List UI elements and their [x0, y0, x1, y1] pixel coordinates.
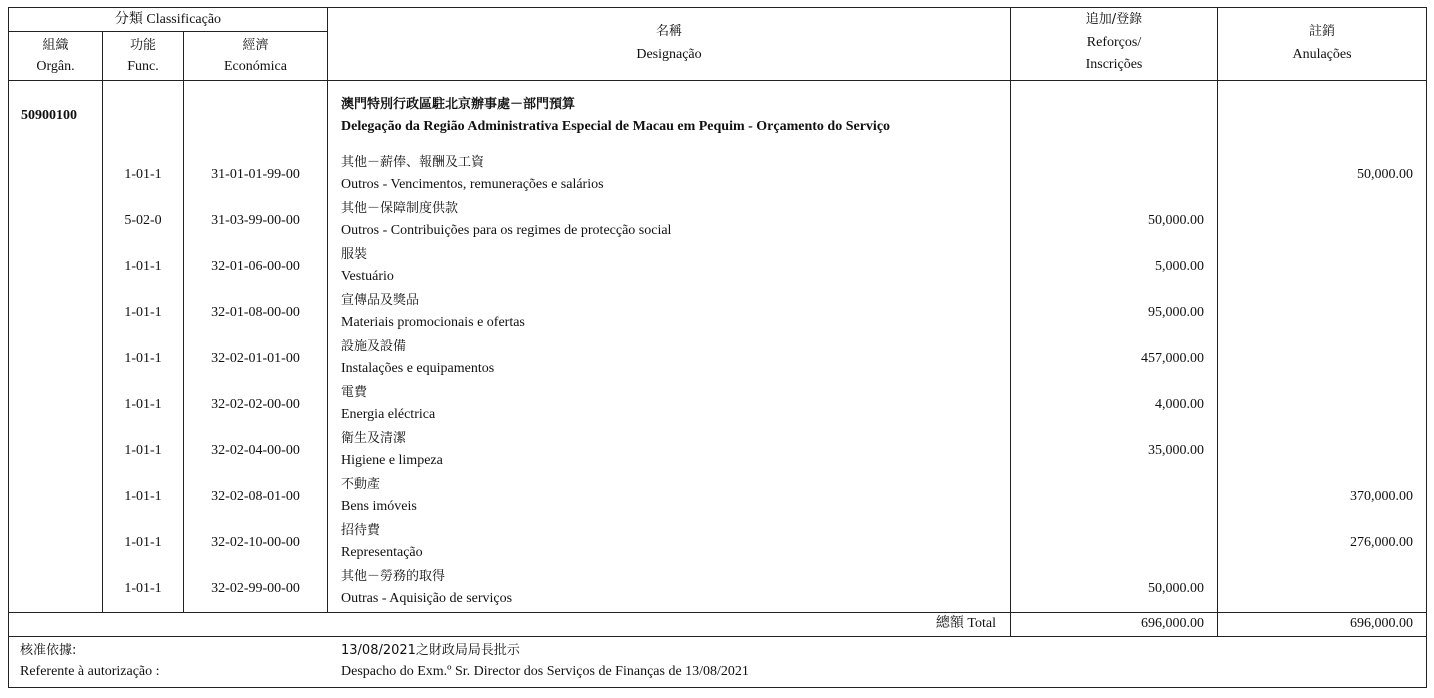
reinforce-header-pt-line2: Inscrições [1085, 57, 1143, 72]
basis-label-pt: Referente à autorização : [20, 664, 160, 679]
row-cancel: 50,000.00 [1357, 167, 1413, 182]
econ-header-pt: Económica [224, 59, 287, 74]
row-func: 1-01-1 [124, 443, 162, 458]
row-reinforce: 50,000.00 [1148, 581, 1204, 596]
total-bottom-rule [9, 636, 1426, 637]
econ-header-zh: 經濟 [242, 38, 269, 53]
row-designation-zh: 設施及設備 [341, 339, 407, 354]
row-func: 1-01-1 [124, 489, 162, 504]
total-reinforce: 696,000.00 [1141, 616, 1204, 631]
total-top-rule [9, 612, 1426, 613]
row-designation-pt: Vestuário [341, 269, 394, 284]
row-econ: 31-01-01-99-00 [211, 167, 300, 182]
row-designation-pt: Higiene e limpeza [341, 453, 443, 468]
row-econ: 31-03-99-00-00 [211, 213, 300, 228]
row-designation-zh: 服裝 [341, 247, 368, 262]
row-designation-pt: Outros - Vencimentos, remunerações e salários [341, 177, 604, 192]
func-header-zh: 功能 [129, 38, 156, 53]
row-reinforce: 35,000.00 [1148, 443, 1204, 458]
row-designation-pt: Outros - Contribuições para os regimes de protecção social [341, 223, 672, 238]
row-designation-pt: Materiais promocionais e ofertas [341, 315, 525, 330]
classification-header: 分類 Classificação [114, 12, 222, 27]
col-rule-econ [327, 8, 328, 612]
reinforce-header-pt-line1: Reforços/ [1086, 35, 1142, 50]
designation-header-pt: Designação [636, 47, 702, 62]
row-designation-zh: 不動產 [341, 477, 381, 492]
row-func: 1-01-1 [124, 167, 162, 182]
row-econ: 32-02-10-00-00 [211, 535, 300, 550]
designation-header-zh: 名稱 [655, 24, 682, 39]
authorization-pt: Despacho do Exm.º Sr. Director dos Serviços de Finanças de 13/08/2021 [341, 664, 749, 679]
row-designation-pt: Energia eléctrica [341, 407, 436, 422]
basis-label-zh: 核准依據: [20, 643, 77, 658]
cancel-header-pt: Anulações [1292, 47, 1352, 62]
row-econ: 32-02-08-01-00 [211, 489, 300, 504]
reinforce-header-zh: 追加/登錄 [1085, 12, 1143, 27]
header-bottom-rule [9, 80, 1426, 81]
row-designation-zh: 其他－保障制度供款 [341, 201, 459, 216]
row-func: 1-01-1 [124, 259, 162, 274]
row-designation-zh: 衛生及清潔 [341, 431, 407, 446]
row-func: 1-01-1 [124, 397, 162, 412]
row-designation-zh: 其他－勞務的取得 [341, 569, 446, 584]
row-econ: 32-02-04-00-00 [211, 443, 300, 458]
header-subdivider [9, 31, 327, 32]
row-designation-pt: Outras - Aquisição de serviços [341, 591, 513, 606]
row-func: 5-02-0 [124, 213, 162, 228]
row-reinforce: 4,000.00 [1155, 397, 1204, 412]
row-cancel: 276,000.00 [1350, 535, 1413, 550]
row-econ: 32-02-99-00-00 [211, 581, 300, 596]
row-func: 1-01-1 [124, 581, 162, 596]
row-designation-zh: 招待費 [341, 523, 381, 538]
organ-header-pt: Orgân. [36, 59, 75, 74]
row-reinforce: 95,000.00 [1148, 305, 1204, 320]
row-econ: 32-02-01-01-00 [211, 351, 300, 366]
row-reinforce: 5,000.00 [1155, 259, 1204, 274]
row-func: 1-01-1 [124, 535, 162, 550]
row-reinforce: 50,000.00 [1148, 213, 1204, 228]
total-label: 總額 Total [935, 616, 996, 631]
col-rule-designation [1010, 8, 1011, 636]
total-cancel: 696,000.00 [1350, 616, 1413, 631]
row-econ: 32-01-06-00-00 [211, 259, 300, 274]
col-rule-organ [102, 31, 103, 612]
row-designation-zh: 宣傳品及獎品 [341, 293, 420, 308]
row-designation-zh: 電費 [341, 385, 368, 400]
row-func: 1-01-1 [124, 351, 162, 366]
col-rule-func [183, 31, 184, 612]
row-func: 1-01-1 [124, 305, 162, 320]
row-econ: 32-01-08-00-00 [211, 305, 300, 320]
row-designation-pt: Bens imóveis [341, 499, 417, 514]
row-designation-zh: 其他－薪俸、報酬及工資 [341, 155, 485, 170]
department-name-zh: 澳門特別行政區駐北京辦事處－部門預算 [341, 97, 576, 112]
row-cancel: 370,000.00 [1350, 489, 1413, 504]
func-header-pt: Func. [127, 59, 159, 74]
row-designation-pt: Instalações e equipamentos [341, 361, 495, 376]
department-name-pt: Delegação da Região Administrativa Especial de Macau em Pequim - Orçamento do Serviço [341, 119, 891, 134]
row-designation-pt: Representação [341, 545, 423, 560]
row-reinforce: 457,000.00 [1141, 351, 1204, 366]
row-econ: 32-02-02-00-00 [211, 397, 300, 412]
cancel-header-zh: 註銷 [1308, 24, 1335, 39]
organ-header-zh: 組織 [42, 38, 69, 53]
department-code: 50900100 [21, 108, 77, 123]
authorization-zh: 13/08/2021之財政局局長批示 [341, 643, 520, 658]
